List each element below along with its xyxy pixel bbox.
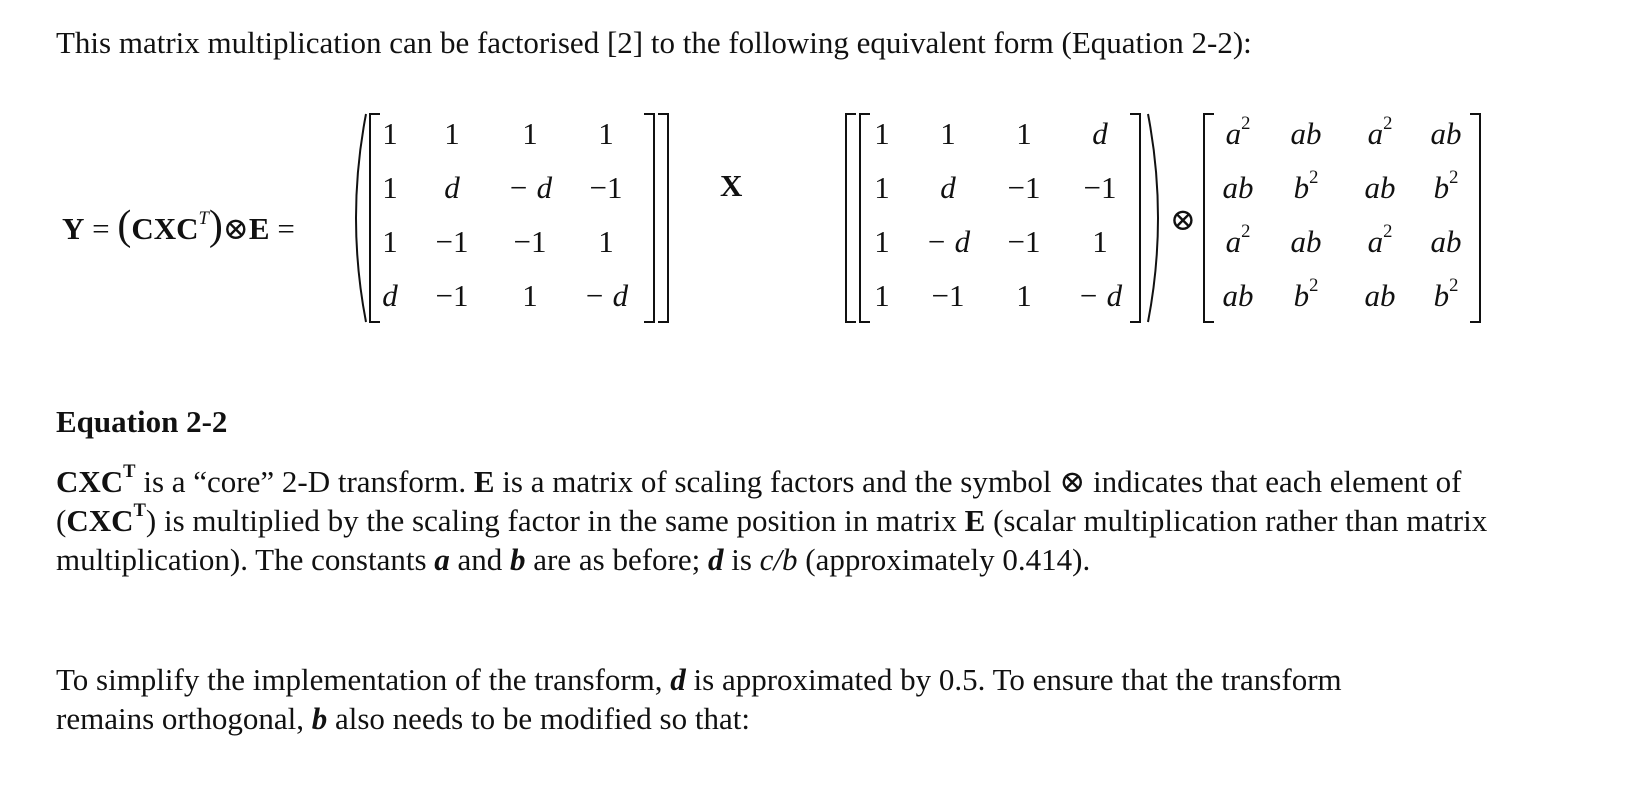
matrix-cell: 1	[1016, 116, 1032, 151]
text-run: and	[449, 542, 511, 577]
var-E: E	[473, 464, 495, 499]
matrix-cell: 1	[444, 116, 460, 151]
matrix-cell	[1223, 170, 1254, 206]
equation-label: Equation 2-2	[56, 404, 228, 439]
text-run: To simplify the implementation of the transform,	[56, 662, 671, 697]
close-paren: )	[208, 203, 223, 249]
transpose-superscript: T	[198, 208, 209, 230]
matrix-cell	[1367, 113, 1393, 152]
matrix-cell: −1	[513, 224, 547, 259]
paragraph-2	[56, 660, 1356, 738]
matrix-cell	[1433, 275, 1459, 314]
matrix-cell: 1	[874, 224, 890, 259]
cell-superscript: 2	[1241, 221, 1251, 243]
cell-superscript: 2	[1383, 113, 1393, 135]
matrix-cell: −1	[435, 278, 469, 313]
matrix-cell: 1	[940, 116, 956, 151]
matrix-cell: 1	[874, 116, 890, 151]
cell-base: a	[1367, 116, 1384, 151]
var-E: E	[964, 503, 986, 538]
matrix-cell: −1	[435, 224, 469, 259]
matrix-cell	[1291, 116, 1322, 152]
matrix-cell: −1	[1007, 224, 1041, 259]
cell-superscript: 2	[1449, 167, 1459, 189]
var-E: E	[248, 211, 270, 246]
text-run: (scalar multiplication rather than matrix multiplication). The constants	[56, 503, 1488, 577]
cell-superscript: 2	[1383, 221, 1393, 243]
equals-sign: =	[92, 211, 110, 246]
matrix-cell: d	[940, 170, 956, 205]
var-X: X	[720, 168, 743, 203]
matrix-cell	[1365, 278, 1396, 314]
cell-base: ab	[1364, 278, 1396, 313]
matrix-cell: −1	[931, 278, 965, 313]
matrix-cell	[1223, 278, 1254, 314]
var-d: d	[670, 662, 686, 697]
equation-lhs	[62, 202, 295, 250]
cell-base: a	[1367, 224, 1384, 259]
cell-base: ab	[1290, 224, 1322, 259]
var-a: a	[434, 542, 450, 577]
text-run: is	[723, 542, 760, 577]
cell-base: b	[1433, 278, 1450, 313]
paragraph-1	[56, 462, 1496, 579]
cell-base: ab	[1290, 116, 1322, 151]
matrix-cell	[1365, 170, 1396, 206]
matrix-cell	[1225, 113, 1251, 152]
transpose-superscript: T	[133, 500, 146, 522]
var-d: d	[707, 542, 724, 577]
matrix-cell: 1	[1092, 224, 1108, 259]
text-run: indicates that each element of (	[56, 464, 1462, 538]
cell-superscript: 2	[1449, 275, 1459, 297]
transpose-superscript: T	[123, 461, 136, 483]
matrix-cell: − d	[507, 170, 553, 205]
var-Y: Y	[62, 211, 85, 246]
text-run: also needs to be modified so that:	[327, 701, 750, 736]
matrix-cell: −1	[1007, 170, 1041, 205]
open-paren: (	[117, 203, 132, 249]
otimes-symbol: ⊗	[222, 211, 249, 246]
matrix-e	[1200, 108, 1500, 328]
text-run: is a “core” 2-D transform.	[135, 464, 474, 499]
cell-base: ab	[1430, 116, 1462, 151]
matrix-cell: 1	[598, 116, 614, 151]
cell-base: ab	[1222, 278, 1254, 313]
var-b: b	[311, 701, 328, 736]
matrix-cell: 1	[874, 170, 890, 205]
matrix-cell: − d	[1077, 278, 1123, 313]
matrix-cell: − d	[925, 224, 971, 259]
matrix-cell: 1	[874, 278, 890, 313]
cell-base: b	[1293, 278, 1310, 313]
matrix-c-transpose	[842, 108, 1172, 328]
matrix-cell	[1433, 167, 1459, 206]
cell-base: b	[1293, 170, 1310, 205]
cell-base: b	[1433, 170, 1450, 205]
matrix-cell: 1	[382, 224, 398, 259]
otimes-symbol-2: ⊗	[1170, 202, 1196, 237]
cxc-term: CXC	[66, 503, 134, 538]
matrix-cell: 1	[382, 116, 398, 151]
matrix-c	[342, 108, 682, 328]
matrix-cell: −1	[589, 170, 623, 205]
matrix-cell	[1291, 224, 1322, 260]
ratio-cb: c/b	[759, 542, 798, 577]
matrix-cell: 1	[382, 170, 398, 205]
cell-base: ab	[1364, 170, 1396, 205]
cxc-term: CXC	[131, 211, 199, 246]
cell-base: a	[1225, 224, 1242, 259]
equals-sign-2: =	[277, 211, 295, 246]
matrix-cell	[1293, 275, 1319, 314]
cell-base: a	[1225, 116, 1242, 151]
matrix-cell: 1	[522, 116, 538, 151]
text-run: ) is multiplied by the scaling factor in the same position in matrix	[145, 503, 965, 538]
text-run: is approximated by 0.5. To ensure that the transform remains orthogonal,	[56, 662, 1342, 736]
matrix-cell	[1431, 224, 1462, 260]
matrix-cell: d	[382, 278, 398, 313]
matrix-ct-brackets	[842, 108, 1172, 328]
matrix-cell: 1	[522, 278, 538, 313]
intro-text: This matrix multiplication can be factorised [2] to the following equivalent form (Equation 2-2):	[56, 25, 1252, 60]
cell-superscript: 2	[1309, 167, 1319, 189]
matrix-cell	[1293, 167, 1319, 206]
cxc-term: CXC	[56, 464, 124, 499]
cell-base: ab	[1430, 224, 1462, 259]
matrix-cell: d	[444, 170, 460, 205]
cell-superscript: 2	[1241, 113, 1251, 135]
matrix-cell: d	[1092, 116, 1108, 151]
cell-superscript: 2	[1309, 275, 1319, 297]
matrix-cell	[1431, 116, 1462, 152]
matrix-cell: − d	[583, 278, 629, 313]
text-run: is a matrix of scaling factors and the symbol	[494, 464, 1060, 499]
var-b: b	[510, 542, 526, 577]
text-run: (approximately 0.414).	[797, 542, 1091, 577]
otimes-symbol: ⊗	[1059, 464, 1086, 499]
matrix-cell	[1225, 221, 1251, 260]
matrix-cell: −1	[1083, 170, 1117, 205]
cell-base: ab	[1222, 170, 1254, 205]
matrix-cell: 1	[1016, 278, 1032, 313]
matrix-cell: 1	[598, 224, 614, 259]
matrix-cell	[1367, 221, 1393, 260]
text-run: are as before;	[525, 542, 708, 577]
